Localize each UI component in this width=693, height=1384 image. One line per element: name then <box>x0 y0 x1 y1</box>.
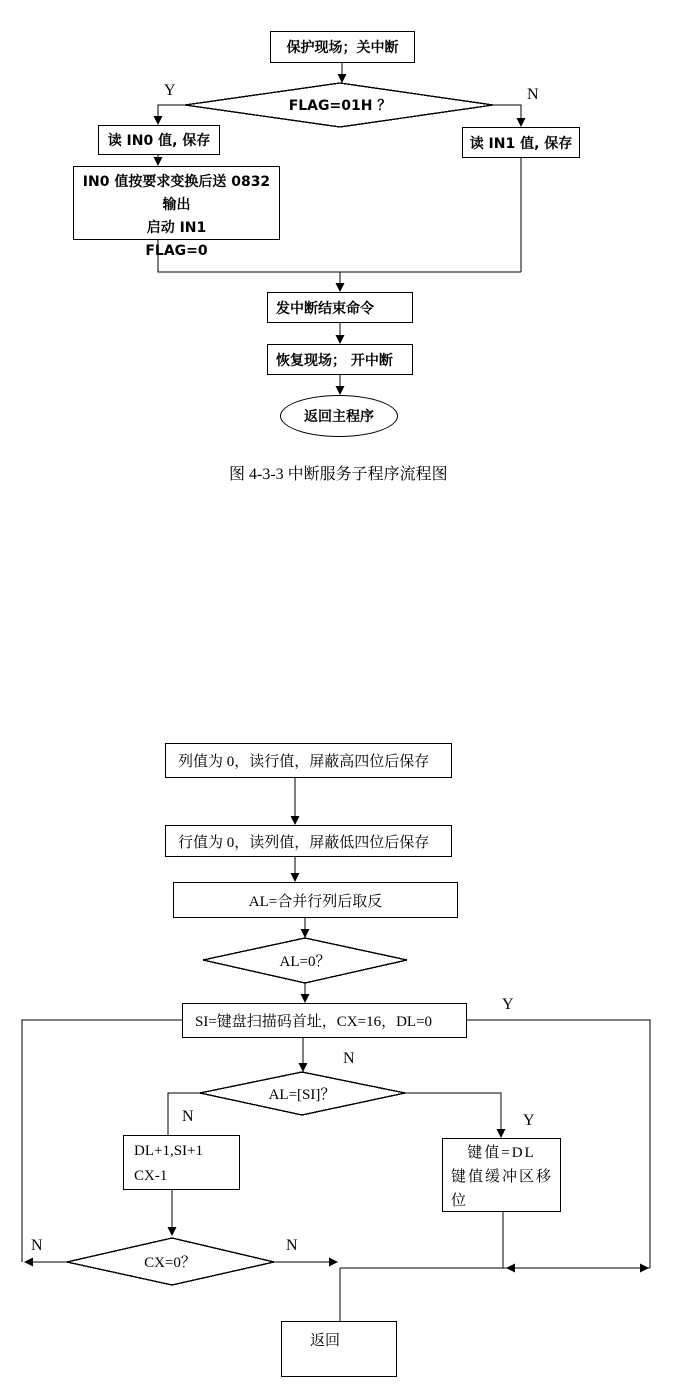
f1-label-yes: Y <box>164 82 176 99</box>
f2-col-zero-box <box>165 743 452 778</box>
f1-arrowhead-process <box>154 157 163 166</box>
f2-increment-line1: DL+1,SI+1 <box>134 1143 204 1159</box>
f2-label-yes-keyval: Y <box>523 1112 535 1129</box>
f2-si-init-label: SI=键盘扫描码首址，CX=16，DL=0 <box>195 1014 433 1030</box>
f2-row-zero-label: 行值为 0，读列值，屏蔽低四位后保存 <box>178 834 430 851</box>
f2-row-zero-box <box>165 825 452 857</box>
f1-send-eoi-label: 发中断结束命令 <box>276 300 374 317</box>
f1-return-label: 返回主程序 <box>304 409 374 425</box>
f1-send-eoi-box <box>267 292 413 323</box>
f1-flag-decision-text: FLAG=01H ？ <box>288 98 392 114</box>
f2-arrowhead-al0 <box>301 929 310 938</box>
f2-alsi-decision-text: AL=[SI]？ <box>268 1086 336 1103</box>
f2-arrowhead-si <box>301 994 310 1003</box>
f1-label-no: N <box>527 86 539 103</box>
f2-keyval-line3: 位 <box>451 1193 469 1209</box>
f1-process-line2: 启动 IN1 <box>146 220 207 236</box>
f1-process-line1: IN0 值按要求变换后送 0832 输出 <box>82 174 271 213</box>
f1-start-box <box>270 31 415 63</box>
f1-restore-box <box>267 344 413 375</box>
f1-arrowhead-return <box>336 386 345 395</box>
f2-arrowhead-keyval <box>497 1129 506 1138</box>
f1-process-line3: FLAG=0 <box>145 243 208 259</box>
f2-keyval-box <box>442 1138 561 1212</box>
f1-caption: 图 4-3-3 中断服务子程序流程图 <box>229 466 448 483</box>
f2-keyval-line2: 键值缓冲区移 <box>451 1169 554 1185</box>
f2-return-box <box>281 1321 397 1377</box>
f1-return-terminal <box>280 395 398 437</box>
f2-al0-decision-text: AL=0？ <box>279 953 331 970</box>
f1-process-box <box>73 166 280 259</box>
f1-branch-no-line <box>493 105 521 124</box>
f1-arrowhead-eoi <box>336 283 345 292</box>
f2-arrowhead-cx0-right <box>329 1258 338 1267</box>
f1-read-in1-box <box>462 127 580 158</box>
f2-label-no-cx-right: N <box>286 1237 298 1254</box>
f2-col-zero-label: 列值为 0，读行值，屏蔽高四位后保存 <box>178 754 430 770</box>
f2-alsi-yes-line <box>405 1093 501 1135</box>
f2-increment-box <box>123 1135 240 1190</box>
f1-arrowhead-yes <box>154 116 163 125</box>
f1-read-in0-label: 读 IN0 值, 保存 <box>107 133 211 149</box>
f2-return-label: 返回 <box>310 1333 341 1349</box>
f1-arrowhead-restore <box>336 335 345 344</box>
f1-read-in1-label: 读 IN1 值, 保存 <box>469 135 573 152</box>
f1-arrowhead-no <box>517 118 526 127</box>
f2-arrowhead-alsi <box>299 1063 308 1072</box>
f2-label-no-mid: N <box>343 1050 355 1067</box>
f2-label-yes-right: Y <box>502 996 514 1013</box>
f1-branch-yes-line <box>158 105 185 122</box>
f2-cx0-decision-text: CX=0？ <box>144 1254 196 1271</box>
f2-arrowhead-loopback <box>24 1258 33 1267</box>
f2-arrowhead-merge <box>291 873 300 882</box>
f2-label-no-cx-left: N <box>31 1237 43 1254</box>
f1-read-in0-box <box>98 125 220 155</box>
f2-merge-label: AL=合并行列后取反 <box>248 893 383 910</box>
f2-arrowhead-cx0 <box>168 1227 177 1236</box>
f2-increment-line2: CX-1 <box>134 1168 168 1184</box>
f2-arrowhead-bottom-right <box>640 1264 649 1273</box>
f2-keyval-line1: 键值=DL <box>467 1145 536 1161</box>
f2-si-init-box <box>182 1003 467 1038</box>
f1-arrowhead-start <box>338 74 347 83</box>
f2-arrowhead-row <box>291 816 300 825</box>
f2-arrowhead-bottom-left <box>506 1264 515 1273</box>
f1-restore-label: 恢复现场； 开中断 <box>276 352 393 369</box>
f2-merge-box <box>173 882 458 918</box>
f2-label-no-left: N <box>182 1108 194 1125</box>
f1-start-label: 保护现场；关中断 <box>286 40 399 56</box>
